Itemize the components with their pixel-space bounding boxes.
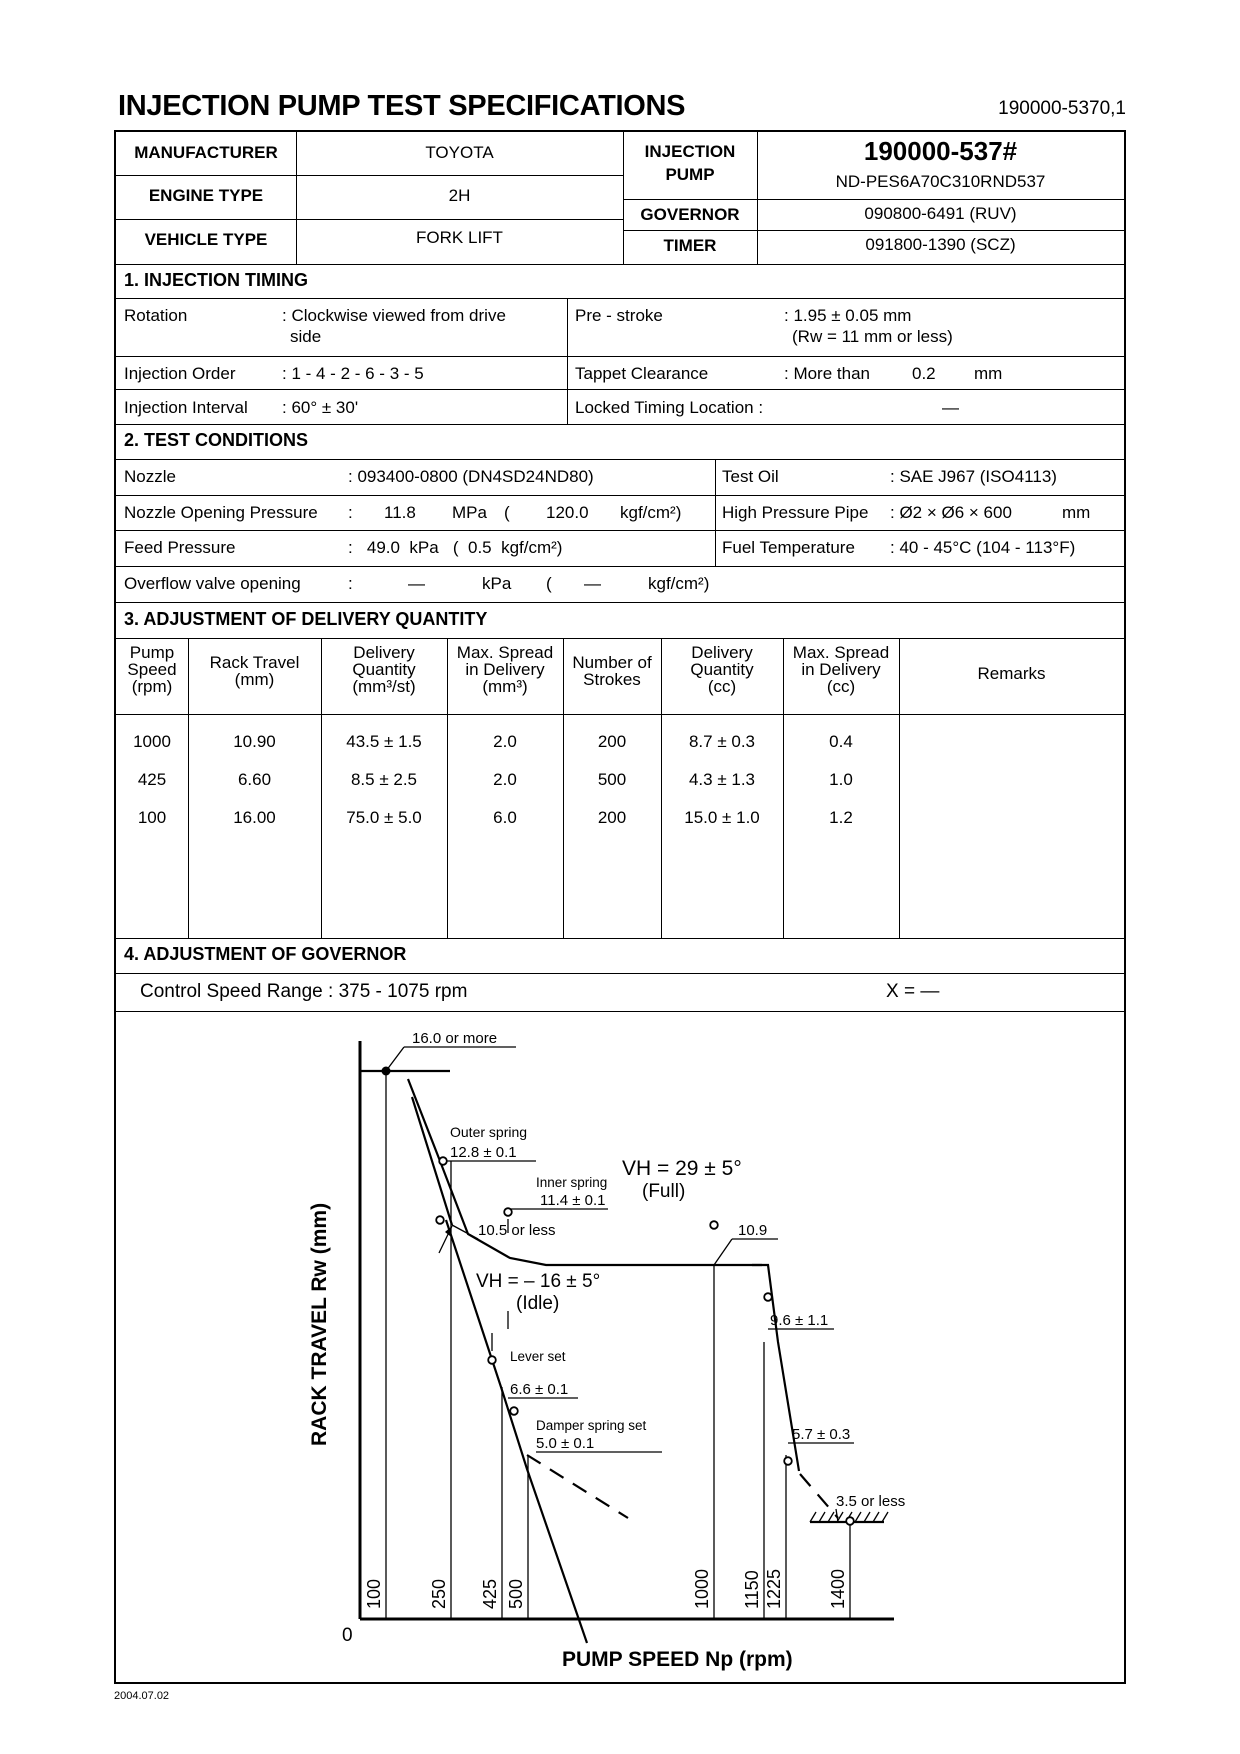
nop-colon: : <box>348 503 353 522</box>
manufacturer-label: MANUFACTURER <box>134 143 278 162</box>
rotation-value: : Clockwise viewed from drive <box>282 306 506 325</box>
chart-annotation-a8: 11.4 ± 0.1 <box>540 1192 606 1209</box>
chart-annotation-a17: 5.7 ± 0.3 <box>792 1426 851 1443</box>
tappet-clearance-value: : More than <box>784 364 870 383</box>
table-header-cell: in Delivery <box>801 660 881 679</box>
table-cell: 1.0 <box>829 770 853 789</box>
nop-kgf-value: 120.0 <box>546 503 589 522</box>
engine-type-value: 2H <box>448 186 471 205</box>
test-oil-label: Test Oil <box>722 467 779 486</box>
pump-number: 190000-537# <box>863 136 1018 166</box>
table-cell: 6.60 <box>237 770 272 789</box>
table-cell: 16.00 <box>233 808 276 827</box>
table-header-cell: in Delivery <box>465 660 545 679</box>
table-header-cell: (rpm) <box>131 677 173 696</box>
high-speed-dashed-line <box>800 1474 838 1518</box>
nozzle-opening-pressure-label: Nozzle Opening Pressure <box>124 503 318 522</box>
table-cell: 75.0 ± 5.0 <box>346 808 422 827</box>
tappet-clearance-unit: mm <box>974 364 1003 383</box>
governor-chart <box>116 1011 1124 1684</box>
table-cell: 10.90 <box>233 732 276 751</box>
x-tick-label: 1000 <box>692 1568 712 1609</box>
nop-kgf-unit: kgf/cm²) <box>620 503 682 522</box>
chart-annotation-a7: Inner spring <box>536 1175 608 1190</box>
table-header-cell: Delivery <box>691 643 753 662</box>
pump-model: ND-PES6A70C310RND537 <box>835 172 1046 191</box>
table-header-cell: (mm) <box>234 670 275 689</box>
table-cell: 8.7 ± 0.3 <box>688 732 756 751</box>
injection-order-label: Injection Order <box>124 364 236 383</box>
table-header-cell: Max. Spread <box>792 643 890 662</box>
table-header-cell: Strokes <box>583 670 641 689</box>
chart-annotation-a18: 3.5 or less <box>836 1493 906 1510</box>
table-cell: 0.4 <box>829 732 853 751</box>
nop-mpa-value: 11.8 <box>384 503 416 522</box>
chart-annotation-a11: (Idle) <box>516 1293 560 1314</box>
document-number: 190000-5370,1 <box>998 98 1126 119</box>
overflow-kgf-unit: kgf/cm²) <box>648 574 710 593</box>
x-tick-label: 100 <box>364 1578 384 1609</box>
section-injection-timing: 1. INJECTION TIMING <box>124 270 309 290</box>
nop-paren: ( <box>504 503 510 522</box>
fuel-temperature-label: Fuel Temperature <box>722 538 855 557</box>
engine-type-label: ENGINE TYPE <box>148 186 264 205</box>
table-header-cell: (mm³) <box>482 677 528 696</box>
table-header-cell: (cc) <box>826 677 856 696</box>
table-header-cell: Number of <box>572 653 652 672</box>
overflow-paren: ( <box>546 574 552 593</box>
table-cell: 425 <box>137 770 167 789</box>
x-tick-label: 500 <box>506 1578 526 1609</box>
table-header-cell: Delivery <box>353 643 415 662</box>
nozzle-value: : 093400-0800 (DN4SD24ND80) <box>348 467 594 486</box>
chart-annotation-a16: 5.0 ± 0.1 <box>536 1435 595 1452</box>
rotation-value-cont: side <box>290 327 322 346</box>
locked-timing-value: — <box>942 398 959 417</box>
feed-pressure-label: Feed Pressure <box>124 538 236 557</box>
chart-annotation-a3: 12.8 ± 0.1 <box>450 1144 517 1161</box>
section-test-conditions: 2. TEST CONDITIONS <box>124 430 309 450</box>
overflow-kpa-unit: kPa <box>482 574 512 593</box>
prestroke-value: : 1.95 ± 0.05 mm <box>784 306 912 325</box>
overflow-valve-label: Overflow valve opening <box>124 574 301 593</box>
high-pressure-pipe-label: High Pressure Pipe <box>722 503 869 522</box>
table-cell: 200 <box>597 808 627 827</box>
overflow-kpa-value: — <box>408 574 425 593</box>
table-header-cell: Quantity <box>690 660 754 679</box>
tappet-clearance-number: 0.2 <box>912 364 936 383</box>
section-delivery-quantity: 3. ADJUSTMENT OF DELIVERY QUANTITY <box>124 609 488 629</box>
injection-interval-value: : 60° ± 30' <box>282 398 359 417</box>
feed-pressure-value: : 49.0 kPa ( 0.5 kgf/cm²) <box>348 538 563 557</box>
nozzle-label: Nozzle <box>124 467 176 486</box>
table-header-cell: Pump <box>129 643 175 662</box>
table-cell: 2.0 <box>493 770 517 789</box>
governor-value: 090800-6491 (RUV) <box>864 204 1017 223</box>
table-cell: 43.5 ± 1.5 <box>346 732 422 751</box>
manufacturer-value: TOYOTA <box>425 143 494 162</box>
damper-dashed-line <box>527 1455 628 1518</box>
injection-interval-label: Injection Interval <box>124 398 248 417</box>
y-axis-title: RACK TRAVEL Rw (mm) <box>308 1202 331 1446</box>
chart-annotation-a4: VH = 29 ± 5° <box>622 1157 742 1180</box>
table-header-cell: Quantity <box>352 660 416 679</box>
chart-annotation-a6: 10.9 <box>738 1222 768 1239</box>
table-header-cell: Rack Travel <box>209 653 300 672</box>
x-value: X = — <box>886 981 940 1002</box>
table-header-cell: Remarks <box>977 664 1046 683</box>
chart-annotation-a15: Damper spring set <box>536 1418 647 1433</box>
origin-label: 0 <box>342 1625 353 1646</box>
injection-order-value: : 1 - 4 - 2 - 6 - 3 - 5 <box>282 364 424 383</box>
control-speed-range: Control Speed Range : 375 - 1075 rpm <box>140 981 468 1002</box>
table-header-cell: Speed <box>127 660 177 679</box>
timer-value: 091800-1390 (SCZ) <box>865 235 1016 254</box>
test-oil-value: : SAE J967 (ISO4113) <box>890 467 1057 486</box>
table-cell: 500 <box>597 770 627 789</box>
x-tick-label: 250 <box>429 1578 449 1609</box>
table-cell: 6.0 <box>493 808 517 827</box>
table-cell: 4.3 ± 1.3 <box>688 770 756 789</box>
x-tick-label: 1400 <box>828 1568 848 1609</box>
chart-annotation-a13: Lever set <box>510 1349 566 1364</box>
table-cell: 1.2 <box>829 808 853 827</box>
table-header-cell: (cc) <box>707 677 737 696</box>
section-governor: 4. ADJUSTMENT OF GOVERNOR <box>124 944 407 964</box>
table-header-cell: (mm³/st) <box>352 677 416 696</box>
table-cell: 1000 <box>133 732 171 751</box>
chart-annotation-a12: 9.6 ± 1.1 <box>770 1312 829 1329</box>
prestroke-label: Pre - stroke <box>575 306 663 325</box>
injection-pump-label: INJECTION PUMP <box>644 142 736 184</box>
x-tick-label: 425 <box>480 1578 500 1609</box>
prestroke-rw: (Rw = 11 mm or less) <box>792 327 953 346</box>
chart-annotation-a10: VH = – 16 ± 5° <box>476 1271 601 1292</box>
table-cell: 100 <box>137 808 167 827</box>
overflow-kgf-value: — <box>584 574 601 593</box>
table-cell: 8.5 ± 2.5 <box>350 770 418 789</box>
page-title: INJECTION PUMP TEST SPECIFICATIONS <box>118 90 686 122</box>
x-axis-title: PUMP SPEED Np (rpm) <box>562 1648 793 1671</box>
overflow-colon: : <box>348 574 353 593</box>
table-cell: 2.0 <box>493 732 517 751</box>
chart-annotation-a1: 16.0 or more <box>412 1030 498 1047</box>
nop-mpa-unit: MPa <box>452 503 487 522</box>
high-pressure-pipe-unit: mm <box>1062 503 1091 522</box>
vehicle-type-label: VEHICLE TYPE <box>144 230 268 249</box>
rotation-label: Rotation <box>124 306 188 325</box>
governor-label: GOVERNOR <box>640 205 740 224</box>
chart-annotation-a5: (Full) <box>642 1181 686 1202</box>
table-cell: 200 <box>597 732 627 751</box>
x-tick-label: 1225 <box>764 1568 784 1609</box>
tappet-clearance-label: Tappet Clearance <box>575 364 709 383</box>
table-cell: 15.0 ± 1.0 <box>684 808 760 827</box>
vehicle-type-value: FORK LIFT <box>416 228 503 247</box>
chart-annotation-a2: Outer spring <box>450 1124 528 1140</box>
table-header-cell: Max. Spread <box>456 643 554 662</box>
chart-annotation-a14: 6.6 ± 0.1 <box>510 1381 569 1398</box>
x-tick-label: 1150 <box>742 1570 762 1609</box>
locked-timing-label: Locked Timing Location : <box>575 398 764 417</box>
fuel-temperature-value: : 40 - 45°C (104 - 113°F) <box>890 538 1076 557</box>
footer-date: 2004.07.02 <box>114 1690 170 1702</box>
spec-sheet-frame <box>114 130 1126 1684</box>
chart-annotation-a9: 10.5 or less <box>478 1222 556 1239</box>
high-pressure-pipe-value: : Ø2 × Ø6 × 600 <box>890 503 1012 522</box>
timer-label: TIMER <box>663 236 717 255</box>
